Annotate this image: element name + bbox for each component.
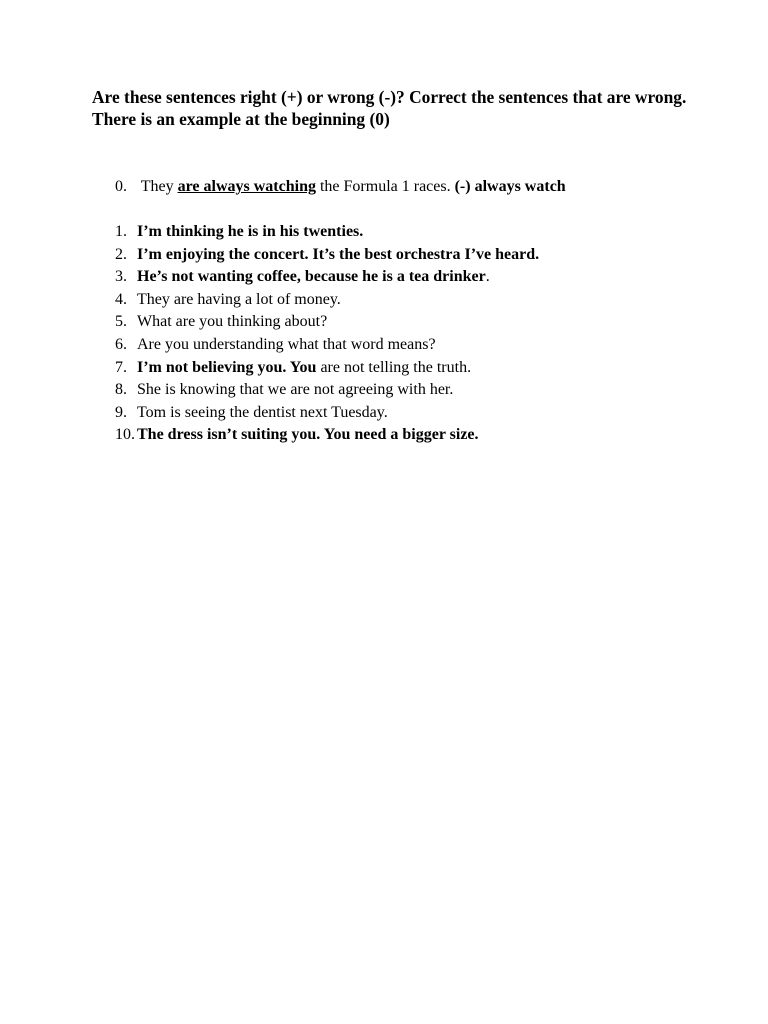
instructions-heading: Are these sentences right (+) or wrong (-)? Correct the sentences that are wrong. There is an example at the beginning (0) <box>92 87 687 129</box>
list-item <box>115 424 735 447</box>
example-highlight: are always watching <box>177 178 316 195</box>
list-item <box>115 379 735 402</box>
example-answer: (-) always watch <box>454 178 566 195</box>
item-text: What are you thinking about? <box>137 313 328 331</box>
item-number: 3. <box>115 268 127 286</box>
item-text: . <box>485 268 490 286</box>
item-text: Tom is seeing the dentist next Tuesday. <box>137 403 388 421</box>
list-item <box>115 244 735 267</box>
item-bold-text: I’m not believing you. You <box>137 358 317 376</box>
item-bold-text: The dress isn’t suiting you. You need a bigger size. <box>137 426 479 444</box>
list-item <box>115 311 735 334</box>
sentence-list <box>115 221 735 447</box>
item-number: 2. <box>115 245 127 263</box>
item-number: 5. <box>115 313 127 331</box>
item-text: They are having a lot of money. <box>137 290 341 308</box>
item-number: 8. <box>115 381 127 399</box>
item-number: 6. <box>115 335 127 353</box>
item-number: 1. <box>115 223 127 240</box>
item-number: 10. <box>115 426 135 444</box>
list-item <box>115 289 735 312</box>
item-text: She is knowing that we are not agreeing with her. <box>137 381 454 399</box>
list-item <box>115 221 735 244</box>
example-text-before: They <box>140 178 178 195</box>
list-item <box>115 334 735 357</box>
list-item <box>115 266 735 289</box>
list-item <box>115 357 735 380</box>
example-number: 0. <box>115 178 127 195</box>
item-text: are not telling the truth. <box>316 358 472 376</box>
item-text: Are you understanding what that word means? <box>137 335 436 353</box>
item-bold-text: I’m thinking he is in his twenties. <box>137 223 364 240</box>
list-item <box>115 402 735 425</box>
item-bold-text: He’s not wanting coffee, because he is a tea drinker <box>137 268 486 286</box>
item-bold-text: I’m enjoying the concert. It’s the best orchestra I’ve heard. <box>137 245 540 263</box>
item-number: 4. <box>115 290 127 308</box>
item-number: 9. <box>115 403 127 421</box>
item-number: 7. <box>115 358 127 376</box>
example-sentence <box>115 176 735 198</box>
example-text-after: the Formula 1 races. <box>315 178 455 195</box>
